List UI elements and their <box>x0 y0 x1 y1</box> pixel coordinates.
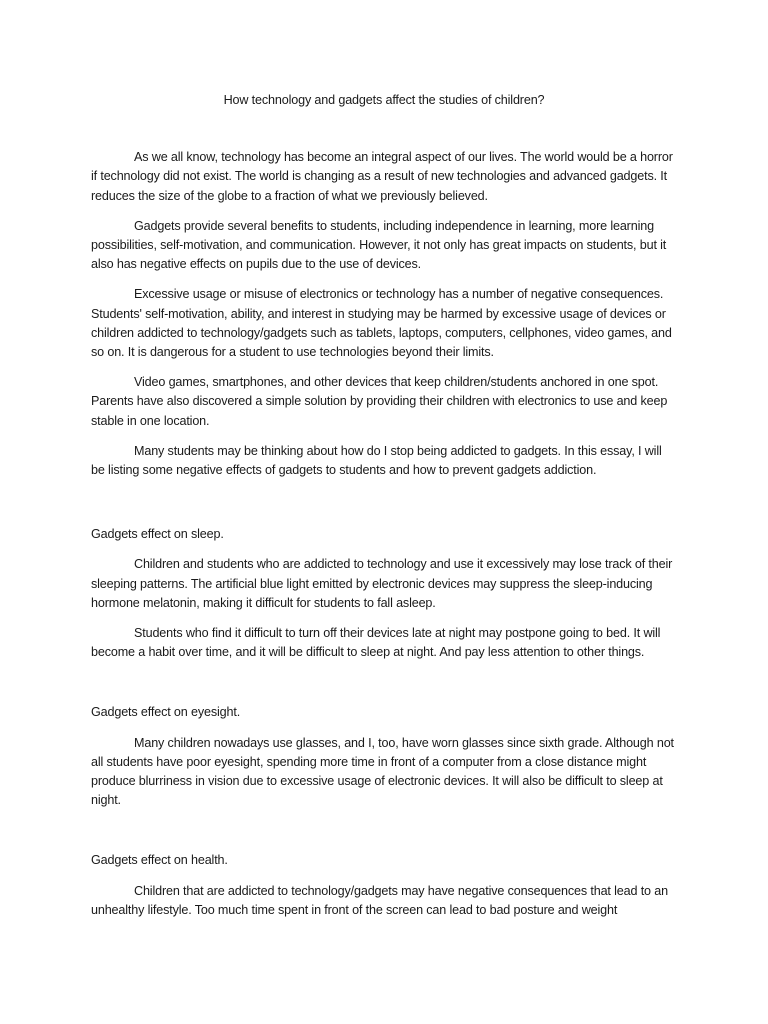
section-heading-sleep: Gadgets effect on sleep. <box>91 527 224 542</box>
document-title: How technology and gadgets affect the studies of children? <box>223 93 545 107</box>
section-heading-eyesight: Gadgets effect on eyesight. <box>91 705 241 720</box>
intro-paragraph-3: Excessive usage or misuse of electronics or technology has a number of negative consequences. Students' self-motivation, ability, and interest in studying may be harmed by excessive usage of devices or children addicted to technology/gadgets such as tablets, laptops, computers, cellphones, video games, and so on. It is dangerous for a student to use technologies beyond their limits. <box>91 287 672 360</box>
document-body <box>91 91 677 931</box>
intro-paragraph-2: Gadgets provide several benefits to students, including independence in learning, more learning possibilities, self-motivation, and communication. However, it not only has great impacts on students, but it also has negative effects on pupils due to the use of devices. <box>91 218 667 272</box>
intro-paragraph-4: Video games, smartphones, and other devices that keep children/students anchored in one spot. Parents have also discovered a simple solution by providing their children with electronics to use and keep stable in one location. <box>91 375 668 428</box>
eyesight-paragraph-1: Many children nowadays use glasses, and I, too, have worn glasses since sixth grade. Although not all students have poor eyesight, spending more time in front of a computer from a close distance might produce blurriness in vision due to excessive usage of electronic devices. It will also be difficult to sleep at night. <box>91 735 674 808</box>
sleep-paragraph-2: Students who find it difficult to turn off their devices late at night may postpone going to bed. It will become a habit over time, and it will be difficult to sleep at night. And pay less attention to other things. <box>91 626 661 660</box>
intro-paragraph-5: Many students may be thinking about how do I stop being addicted to gadgets. In this essay, I will be listing some negative effects of gadgets to students and how to prevent gadgets addiction. <box>91 443 662 478</box>
health-paragraph-1: Children that are addicted to technology/gadgets may have negative consequences that lead to an unhealthy lifestyle. Too much time spent in front of the screen can lead to bad posture and weight <box>91 883 668 917</box>
section-spacer <box>91 491 677 525</box>
section-spacer <box>91 821 677 851</box>
section-spacer <box>91 673 677 703</box>
section-heading-health: Gadgets effect on health. <box>91 853 228 868</box>
intro-paragraph-1: As we all know, technology has become an integral aspect of our lives. The world would be a horror if technology did not exist. The world is changing as a result of new technologies and advanced gadgets. It reduces the size of the globe to a fraction of what we previously believed. <box>91 150 673 203</box>
sleep-paragraph-1: Children and students who are addicted to technology and use it excessively may lose track of their sleeping patterns. The artificial blue light emitted by electronic devices may suppress the sleep-inducing hormone melatonin, making it difficult for students to fall asleep. <box>91 557 673 610</box>
